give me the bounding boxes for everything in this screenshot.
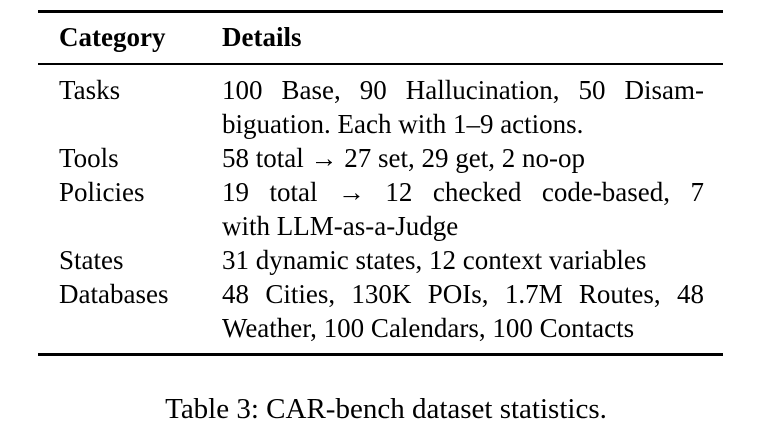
details-line: 58 total → 27 set, 29 get, 2 no-op <box>222 143 585 173</box>
details-line: Weather, 100 Calendars, 100 Contacts <box>222 313 635 343</box>
details-line: 48 Cities, 130K POIs, 1.7M Routes, 48 <box>222 279 704 309</box>
header-rule <box>38 63 723 65</box>
header-details: Details <box>222 22 302 52</box>
details-line: 31 dynamic states, 12 context variables <box>222 245 647 275</box>
details-line: with LLM-as-a-Judge <box>222 211 459 241</box>
details-line: 100 Base, 90 Hallucination, 50 Disam- <box>222 75 704 105</box>
row-details <box>222 73 704 141</box>
row-category: Tasks <box>59 75 121 105</box>
row-category: Policies <box>59 177 145 207</box>
table-caption: Table 3: CAR-bench dataset statistics. <box>165 393 607 425</box>
row-details <box>222 277 704 345</box>
top-rule <box>38 10 723 13</box>
row-category: Databases <box>59 279 169 309</box>
details-line: 19 total → 12 checked code-based, 7 <box>222 177 704 207</box>
row-category: Tools <box>59 143 119 173</box>
row-details <box>222 141 704 175</box>
row-details <box>222 243 704 277</box>
row-category: States <box>59 245 124 275</box>
details-line: biguation. Each with 1–9 actions. <box>222 109 584 139</box>
header-category: Category <box>59 22 166 52</box>
row-details <box>222 175 704 243</box>
bottom-rule <box>38 353 723 356</box>
